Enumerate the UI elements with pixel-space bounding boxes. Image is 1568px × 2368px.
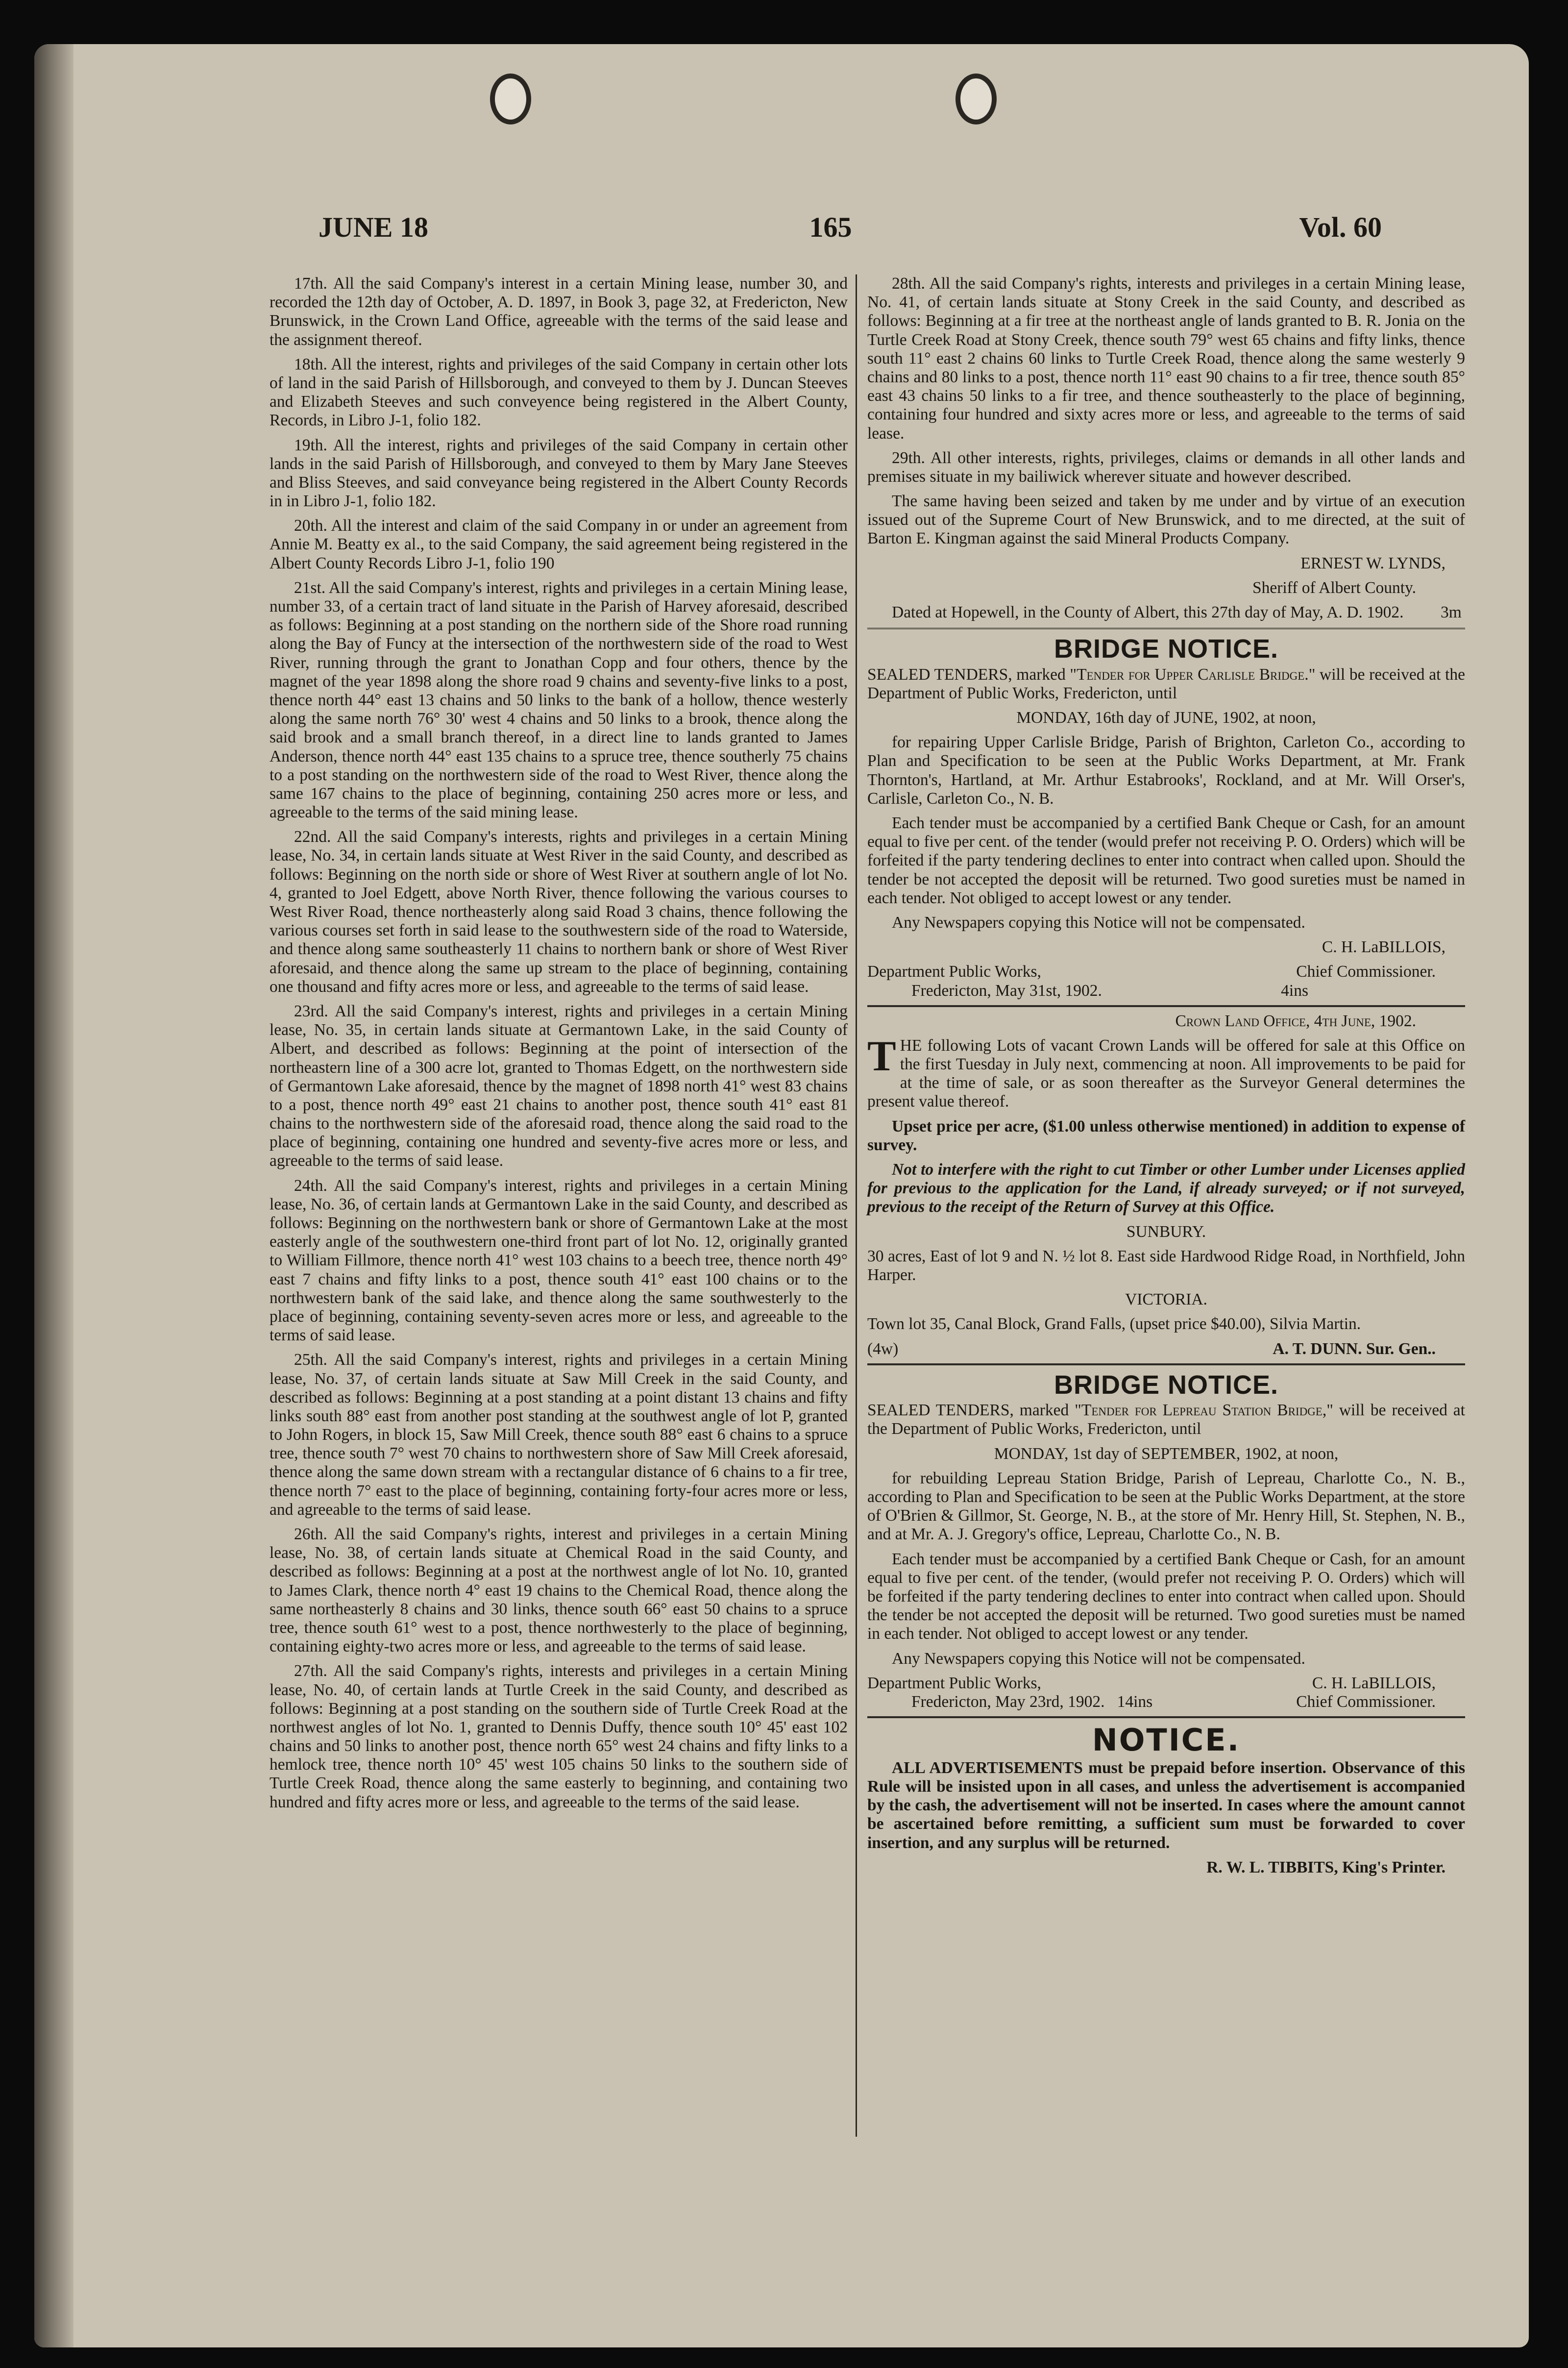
tender-mark: Tender for Upper Carlisle Bridge. <box>1077 665 1309 684</box>
lease-paragraph: 23rd. All the said Company's interest, rights and privileges in a certain Mining lease, No. 35, in certain lands situate at Germantown Lake, in the said County of Albert, and described as follows: Beginning at the point of intersection of the northeastern line of a 300 acre lot, granted to Thomas Edgett, on the northwestern side of Germantown Lake aforesaid, thence by the magnet of 1898 north 41° west 83 chains to a post, thence north 49° east 21 chains to another post, thence south 41° east 81 chains to the northwestern side of the aforesaid road, thence along the said road to the place of beginning, containing one hundred and seventy-five acres more or less, and agreeable to the terms of said lease. <box>270 1002 848 1170</box>
punch-hole <box>956 74 997 124</box>
tender-body: for repairing Upper Carlisle Bridge, Parish of Brighton, Carleton Co., according to Plan and Specification to be seen at the Public Works Department, at Mr. Frank Thornton's, Hartland, at Mr. Arthur Estabrooks', Rockland, and at Mr. Will Orser's, Carlisle, Carleton Co., N. B. <box>867 733 1465 808</box>
bridge-notice-title: BRIDGE NOTICE. <box>1054 1370 1279 1400</box>
sheriff-name: ERNEST W. LYNDS, <box>1300 554 1446 572</box>
lot-listing: Town lot 35, Canal Block, Grand Falls, (upset price $40.00), Silvia Martin. <box>867 1315 1361 1333</box>
ad-code: (4w) <box>867 1339 899 1358</box>
page-number: 165 <box>809 211 852 243</box>
ad-code: 4ins <box>1281 981 1308 1000</box>
section-divider <box>867 628 1465 629</box>
dept-date-line <box>867 982 1465 1000</box>
lease-paragraph: 21st. All the said Company's interest, rights and privileges in a certain Mining lease, number 33, of a certain tract of land situate in the Parish of Harvey aforesaid, described as follows: Beginning at a post standing on the northern side of the Shore road running along the Bay of Funcy at the intersection of the northwestern side of the road to West River, running through the grant to Jonathan Copp and four others, thence by the magnet of the year 1898 along the shore road 9 chains and seventy-five links to a post, thence north 44° east 13 chains and 50 links to the bank of a hollow, thence westerly along the same north 76° 30' west 4 chains and 50 links to a brook, thence along the said brook and a small branch thereof, in a direct line to lands granted to James Anderson, thence north 44° east 135 chains to a spruce tree, thence southerly 75 chains to a post standing on the northwestern side of the road to West River, thence along the same 167 chains to the place of beginning, containing 250 acres more or less, and agreeable to the terms of the said mining lease. <box>270 578 848 822</box>
crown-land-head: Crown Land Office, 4th June, 1902. <box>1175 1011 1416 1030</box>
lease-paragraph: 27th. All the said Company's rights, interests and privileges in a certain Mining lease, No. 40, of certain lands at Turtle Creek in the said County, and described as follows: Beginning at a post standing on the southern side of Turtle Creek Road at the northwest angles of lot No. 1, granted to Dennis Duffy, thence south 10° 45' east 102 chains and 50 links to another post, thence north 65° west 24 chains and fifty links to a hemlock tree, thence north 10° 45' west 105 chains 50 links to the southern side of Turtle Creek Road, thence along the same easterly to beginning, and containing two hundred and fifty acres more or less, and agreeable to the terms of the said lease. <box>270 1662 848 1811</box>
dated-text: Dated at Hopewell, in the County of Albert, this 27th day of May, A. D. 1902. <box>892 603 1404 621</box>
intro-text: " will be received at the Department of Public Works, Fredericton, until <box>867 1401 1465 1438</box>
sheriff-title: Sheriff of Albert County. <box>1252 578 1416 597</box>
section-divider <box>867 1005 1465 1007</box>
lease-paragraph: 25th. All the said Company's interest, rights and privileges in a certain Mining lease, No. 37, of certain lands situate at Saw Mill Creek in the said County, and described as follows: Beginning at a post standing at a point distant 13 chains and fifty links south 88° east from another post standing at the southwest angle of lot P, granted to John Rogers, in block 15, Saw Mill Creek, thence south 88° east 6 chains to a spruce tree, thence south 7° west 70 chains to northwestern shore of Saw Mill Creek aforesaid, thence along the same down stream with a rectangular distance of 6 chains to a fir tree, thence north 7° east to the place of beginning, containing forty-four acres more or less, and agreeable to the terms of said lease. <box>270 1351 848 1519</box>
binding-edge <box>34 44 74 2347</box>
crown-land-body <box>867 1032 1465 1111</box>
page-header <box>270 211 1392 265</box>
lease-paragraph: 22nd. All the said Company's interests, rights and privileges in a certain Mining lease, No. 34, in certain lands situate at West River in the said County, and described as follows: Beginning on the north side or shore of West River at southern angle of lot No. 4, granted to Joel Edgett, above North River, thence following the various courses to West River Road, thence northeasterly along said Road 3 chains, thence following the various courses set forth in said lease to the southwestern side of the road to Waterside, and thence along same southeasterly 11 chains to northern bank or shore of West River aforesaid, and thence along the same up stream to the place of beginning, containing one thousand and fifty acres more or less, and agreeable to the terms of said lease. <box>270 828 848 996</box>
drop-cap: T <box>867 1032 896 1080</box>
county-heading: SUNBURY. <box>1126 1222 1206 1241</box>
right-column <box>867 274 1465 1883</box>
lease-paragraph: 28th. All the said Company's rights, interests and privileges in a certain Mining lease, No. 41, of certain lands situate at Stony Creek in the said County, and described as follows: Beginning at a fir tree at the northeast angle of lands granted to B. R. Jonia on the Turtle Creek Road at Stony Creek, thence south 79° west 65 chains and fifty links, thence south 11° east 2 chains 60 links to Turtle Creek Road, thence along the same westerly 9 chains and 80 links to a post, thence north 11° east 90 chains to a fir tree, thence south 85° east 43 chains 50 links to a fir tree, and thence southeasterly to the place of beginning, containing four hundred and sixty acres more or less, and agreeable to the terms of said lease. <box>867 274 1465 443</box>
lease-paragraph: 26th. All the said Company's rights, interest and privileges in a certain Mining lease, No. 38, of certain lands situate at Chemical Road in the said County, and described as follows: Beginning at a post at the northwest angle of lot No. 10, granted to James Clark, thence north 4° east 19 chains to the Chemical Road, thence along the same northeasterly 8 chains and 30 links, thence south 66° east 50 chains to a spruce tree, thence south 61° west to a post, thence northwesterly to the place of beginning, containing eighty-two acres more or less, and agreeable to the terms of said lease. <box>270 1525 848 1656</box>
volume-number: Vol. 60 <box>1299 211 1382 243</box>
tender-mark: Tender for Lepreau Station Bridge, <box>1081 1401 1327 1420</box>
dept-date-text: Fredericton, May 23rd, 1902. <box>911 1692 1105 1711</box>
dept-line <box>867 962 1465 981</box>
dept-name: Department Public Works, <box>867 1674 1041 1692</box>
tender-date: MONDAY, 16th day of JUNE, 1902, at noon, <box>1016 709 1316 727</box>
tender-intro <box>867 666 1465 703</box>
gazette-page <box>34 44 1529 2347</box>
county-heading: VICTORIA. <box>1125 1290 1207 1309</box>
punch-hole <box>490 74 531 124</box>
commissioner-title: Chief Commissioner. <box>1296 962 1436 981</box>
copy-notice: Any Newspapers copying this Notice will not be compensated. <box>892 1649 1305 1668</box>
dept-date: Fredericton, May 31st, 1902. <box>911 981 1102 1000</box>
tender-date: MONDAY, 1st day of SEPTEMBER, 1902, at noon, <box>994 1444 1339 1463</box>
section-divider <box>867 1363 1465 1365</box>
ad-code: 14ins <box>1117 1692 1153 1711</box>
crown-text: HE following Lots of vacant Crown Lands will be offered for sale at this Office on the first Tuesday in July next, commencing at noon. All improvements to be paid for at the time of sale, or as soon thereafter as the Surveyor General determines the present value thereof. <box>867 1036 1465 1111</box>
bridge-notice-title: BRIDGE NOTICE. <box>1054 634 1279 664</box>
lease-paragraph: 19th. All the interest, rights and privileges of the said Company in certain other lands in the said Parish of Hillsborough, and conveyed to them by Mary Jane Steeves and Bliss Steeves, and said conveyance being registered in the Albert County Records in in Libro J-1, folio 182. <box>270 436 848 511</box>
dept-date-line <box>867 1693 1465 1711</box>
lease-paragraph: 18th. All the interest, rights and privileges of the said Company in certain other lots of land in the said Parish of Hillsborough, and conveyed to them by J. Duncan Steeves and Elizabeth Steeves and such conveyence being registered in the Albert County, Records, in Libro J-1, folio 182. <box>270 355 848 430</box>
copy-notice: Any Newspapers copying this Notice will not be compensated. <box>892 913 1305 932</box>
tender-body: for rebuilding Lepreau Station Bridge, Parish of Lepreau, Charlotte Co., N. B., according to Plan and Specification to be seen at the Public Works Department, at the store of O'Brien & Gillmor, St. George, N. B., at the store of Mr. Henry Hill, St. Stephen, N. B., and at Mr. A. J. Gregory's office, Lepreau, Charlotte Co., N. B. <box>867 1469 1465 1544</box>
crown-signer-line <box>867 1340 1465 1358</box>
notice-title: NOTICE. <box>1092 1722 1241 1758</box>
surveyor-general: A. T. DUNN. Sur. Gen.. <box>1273 1339 1436 1358</box>
intro-text: SEALED TENDERS, marked " <box>867 665 1077 684</box>
left-column <box>270 274 848 1818</box>
kings-printer: R. W. L. TIBBITS, King's Printer. <box>1206 1858 1446 1876</box>
lease-paragraph: 20th. All the interest and claim of the said Company in or under an agreement from Annie M. Beatty ex al., to the said Company, the said agreement being registered in the Albert County Records Libro J-1, folio 190 <box>270 517 848 572</box>
upset-price: Upset price per acre, ($1.00 unless otherwise mentioned) in addition to expense of survey. <box>867 1117 1465 1154</box>
dept-date <box>867 1693 1152 1711</box>
intro-text: " will be received at the Department of Public Works, Fredericton, until <box>867 665 1465 702</box>
advertisement-rule: ALL ADVERTISEMENTS must be prepaid before insertion. Observance of this Rule will be insisted upon in all cases, and unless the advertisement is accompanied by the cash, the advertisement will not be inserted. In cases where the amount cannot be ascertained before remitting, a sufficient sum must be forwarded to cover insertion, and any surplus will be returned. <box>867 1758 1465 1852</box>
tender-intro <box>867 1401 1465 1438</box>
commissioner-name: C. H. LaBILLOIS, <box>1322 938 1446 957</box>
header-date: JUNE 18 <box>318 211 428 243</box>
lease-paragraph: 24th. All the said Company's interest, rights and privileges in a certain Mining lease, No. 36, of certain lands at Germantown Lake in the said County, and described as follows: Beginning on the northwestern bank or shore of Germantown Lake at the most easterly angle of the southwestern one-third front part of lot No. 12, originally granted to William Fillmore, thence north 41° west 103 chains to a beech tree, thence north 49° east 7 chains and fifty links to a post, thence south 41° east 100 chains or to the northwestern bank of the said lake, and thence along the same southwesterly to the place of beginning, containing seventy-seven acres more or less, and agreeable to the terms of said lease. <box>270 1176 848 1345</box>
commissioner-name: C. H. LaBILLOIS, <box>1312 1674 1436 1692</box>
column-rule <box>856 274 857 2137</box>
dated-line <box>867 603 1465 622</box>
tender-terms: Each tender must be accompanied by a certified Bank Cheque or Cash, for an amount equal to five per cent. of the tender, (would prefer not receiving P. O. Orders) which will be forfeited if the party tendering declines to enter into contract when called upon. Should the tender be not accepted the deposit will be returned. Two good sureties must be named in each tender. Not obliged to accept lowest or any tender. <box>867 1550 1465 1643</box>
ad-code: 3m <box>1440 603 1462 621</box>
lease-paragraph: 17th. All the said Company's interest in a certain Mining lease, number 30, and recorded the 12th day of October, A. D. 1897, in Book 3, page 32, at Fredericton, New Brunswick, in the Crown Land Office, agreeable with the terms of the said lease and the assignment thereof. <box>270 274 848 349</box>
dept-name: Department Public Works, <box>867 962 1041 981</box>
dept-line <box>867 1674 1465 1693</box>
timber-warning: Not to interfere with the right to cut Timber or other Lumber under Licenses applied for previous to the application for the Land, if already surveyed; or if not surveyed, previous to the receipt of the Return of Survey at this Office. <box>867 1160 1465 1216</box>
tender-terms: Each tender must be accompanied by a certified Bank Cheque or Cash, for an amount equal to five per cent. of the tender (would prefer not receiving P. O. Orders) which will be forfeited if the party tendering declines to enter into contract when called upon. Should the tender be not accepted the deposit will be returned. Two good sureties must be named in each tender. Not obliged to accept lowest or any tender. <box>867 814 1465 907</box>
lease-paragraph: 29th. All other interests, rights, privileges, claims or demands in all other lands and premises situate in my bailiwick wherever situate and however described. <box>867 448 1465 486</box>
lot-listing: 30 acres, East of lot 9 and N. ½ lot 8. East side Hardwood Ridge Road, in Northfield, John Harper. <box>867 1247 1465 1284</box>
intro-text: SEALED TENDERS, marked " <box>867 1401 1081 1420</box>
seizure-paragraph: The same having been seized and taken by me under and by virtue of an execution issued out of the Supreme Court of New Brunswick, and to me directed, at the suit of Barton E. Kingman against the said Mineral Products Company. <box>867 492 1465 548</box>
section-divider <box>867 1716 1465 1718</box>
commissioner-title: Chief Commissioner. <box>1296 1692 1436 1711</box>
